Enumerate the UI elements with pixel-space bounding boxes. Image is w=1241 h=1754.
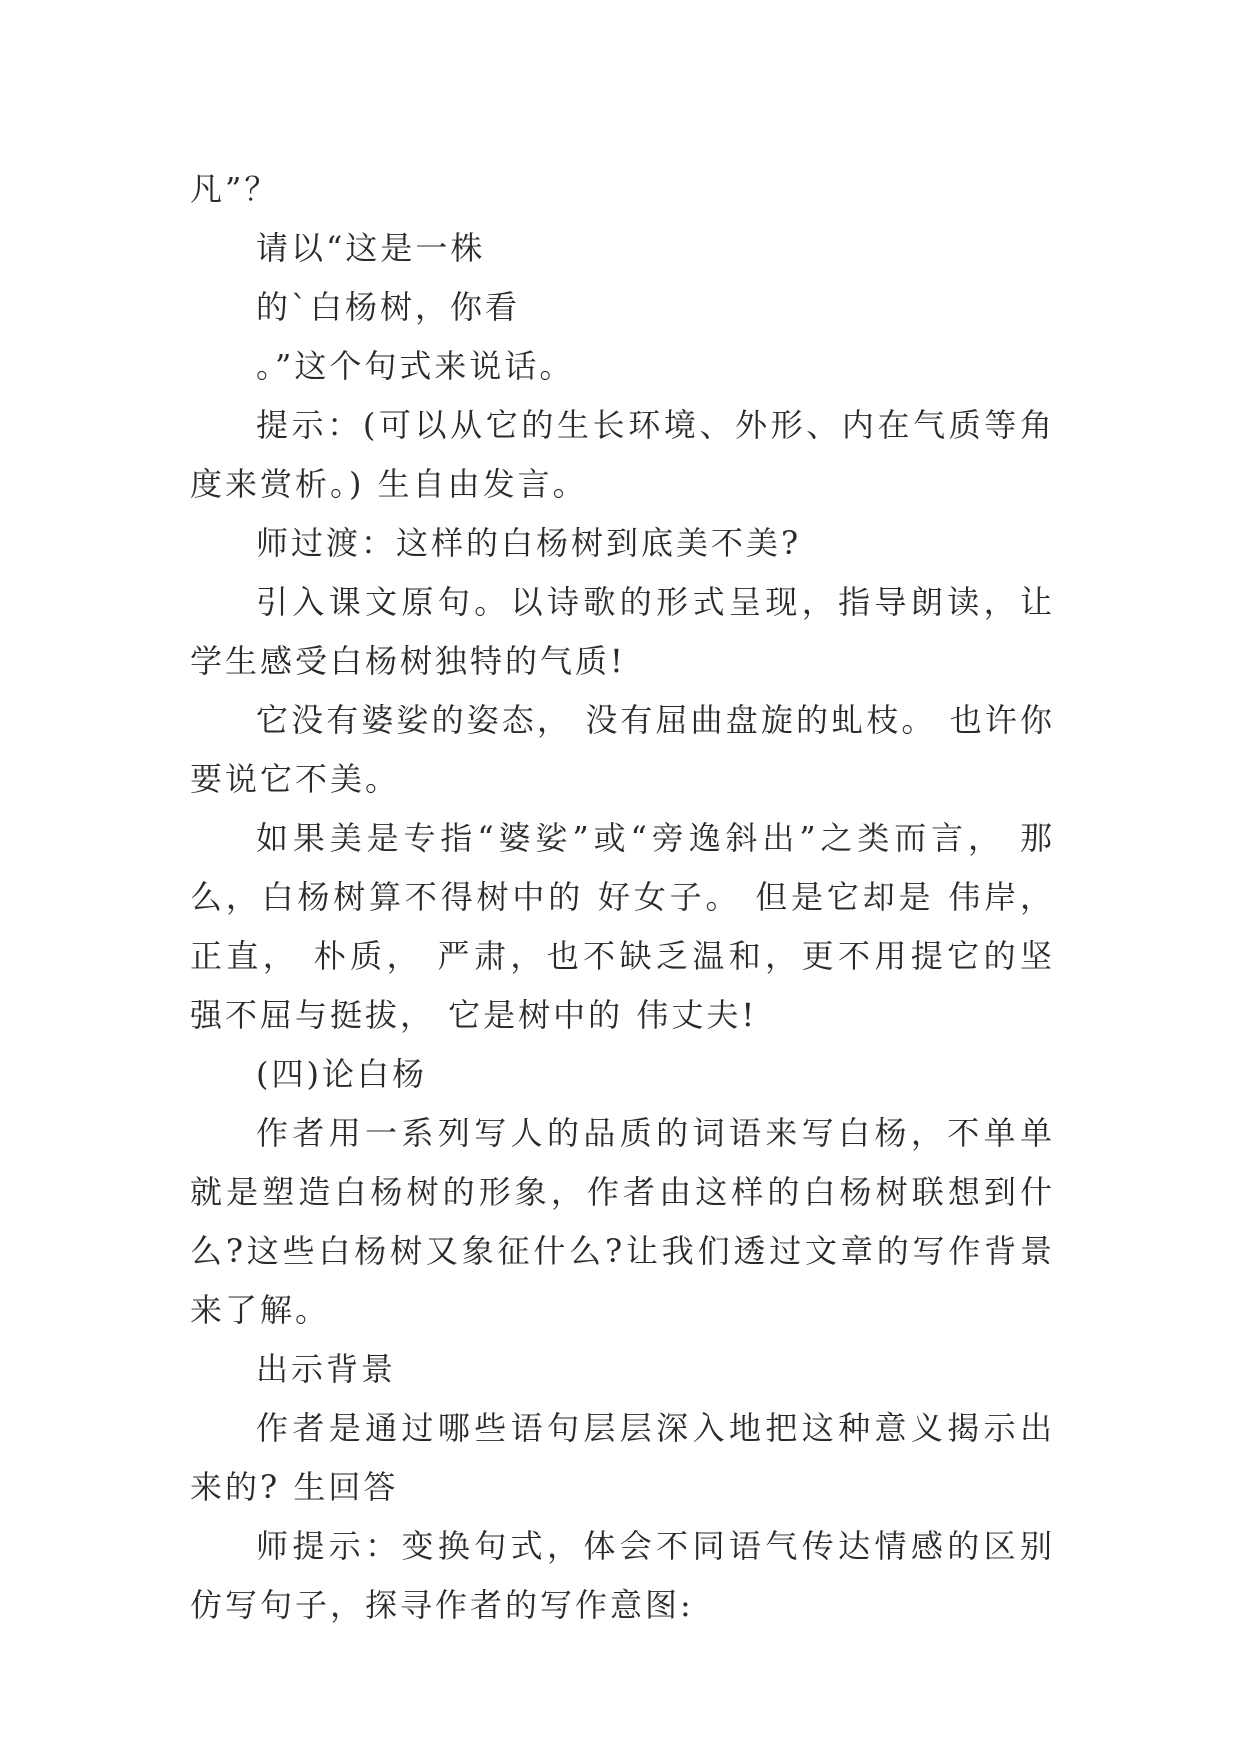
section-heading: (四)论白杨 (256, 1055, 427, 1093)
paragraph-background: 出示背景 (256, 1350, 397, 1388)
paragraph-prompt-line-1: 请以“这是一株 (256, 229, 486, 267)
paragraph-hint: 提示：(可以从它的生长环境、外形、内在气质等角度来赏析。) 生自由发言。 (190, 406, 1055, 503)
paragraph-teacher-hint: 师提示：变换句式，体会不同语气传达情感的区别 仿写句子，探寻作者的写作意图: (190, 1527, 1055, 1624)
paragraph-introduce: 引入课文原句。以诗歌的形式呈现，指导朗读，让学生感受白杨树独特的气质! (190, 583, 1055, 680)
paragraph-quote-1: 它没有婆娑的姿态， 没有屈曲盘旋的虬枝。 也许你要说它不美。 (190, 701, 1055, 798)
paragraph-transition: 师过渡：这样的白杨树到底美不美? (256, 524, 802, 562)
paragraph-quote-2: 如果美是专指“婆娑”或“旁逸斜出”之类而言， 那么，白杨树算不得树中的 好女子。 但是它却是 伟岸， 正直， 朴质， 严肃，也不缺乏温和，更不用提它的坚强不屈与挺拔， 它是树中的 伟丈夫! (190, 819, 1055, 1034)
paragraph-continuation: 凡”？ (190, 170, 280, 208)
paragraph-question: 作者是通过哪些语句层层深入地把这种意义揭示出来的? 生回答 (190, 1409, 1055, 1506)
paragraph-symbolism: 作者用一系列写人的品质的词语来写白杨，不单单就是塑造白杨树的形象，作者由这样的白杨树联想到什么?这些白杨树又象征什么?让我们透过文章的写作背景来了解。 (190, 1114, 1055, 1329)
paragraph-prompt-line-2: 的`白杨树，你看 (256, 288, 521, 326)
paragraph-prompt-line-3: 。”这个句式来说话。 (256, 347, 575, 385)
body-text (190, 160, 1055, 1635)
